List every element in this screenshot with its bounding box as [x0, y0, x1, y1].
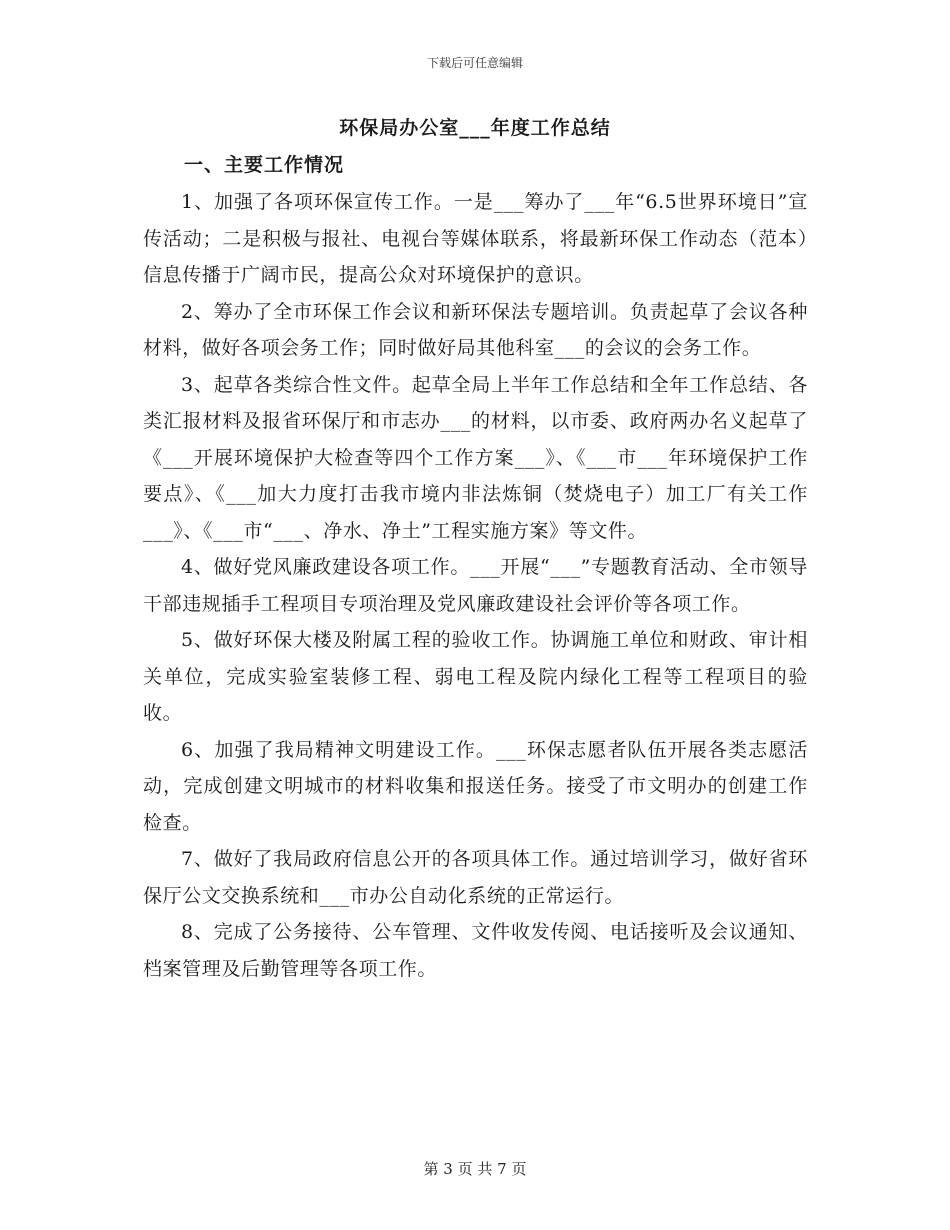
section-heading: 一、主要工作情况	[184, 154, 345, 176]
paragraph-3: 3、起草各类综合性文件。起草全局上半年工作总结和全年工作总结、各类汇报材料及报省环保厅和市志办___的材料，以市委、政府两办名义起草了《___开展环境保护大检查等四个工作方案___》、《___市___年环境保护工作要点》、《___加大力度打击我市境内非法炼铜（焚烧电子）加工厂有关工作___》、《___市“___、净水、净土”工程实施方案》等文件。	[143, 373, 808, 542]
paragraph-8: 8、完成了公务接待、公车管理、文件收发传阅、电话接听及会议通知、档案管理及后勤管理等各项工作。	[143, 921, 808, 980]
paragraph-7: 7、做好了我局政府信息公开的各项具体工作。通过培训学习，做好省环保厅公文交换系统和___市办公自动化系统的正常运行。	[143, 848, 808, 907]
paragraph-1: 1、加强了各项环保宣传工作。一是___筹办了___年“6.5世界环境日”宣传活动；二是积极与报社、电视台等媒体联系，将最新环保工作动态（范本）信息传播于广阔市民，提高公众对环境保护的意识。	[143, 191, 808, 286]
page-number-indicator: 第 3 页 共 7 页	[423, 1160, 527, 1178]
document-body	[143, 184, 808, 987]
paragraph-2: 2、筹办了全市环保工作会议和新环保法专题培训。负责起草了会议各种材料，做好各项会务工作；同时做好局其他科室___的会议的会务工作。	[143, 300, 808, 359]
paragraph-4: 4、做好党风廉政建设各项工作。___开展“___”专题教育活动、全市领导干部违规插手工程项目专项治理及党风廉政建设社会评价等各项工作。	[143, 556, 808, 615]
page-header-note: 下载后可任意编辑	[426, 56, 523, 70]
paragraph-6: 6、加强了我局精神文明建设工作。___环保志愿者队伍开展各类志愿活动，完成创建文明城市的材料收集和报送任务。接受了市文明办的创建工作检查。	[143, 738, 808, 834]
paragraph-5: 5、做好环保大楼及附属工程的验收工作。协调施工单位和财政、审计相关单位，完成实验室装修工程、弱电工程及院内绿化工程等工程项目的验收。	[143, 629, 808, 724]
document-title: 环保局办公室___年度工作总结	[339, 117, 611, 139]
